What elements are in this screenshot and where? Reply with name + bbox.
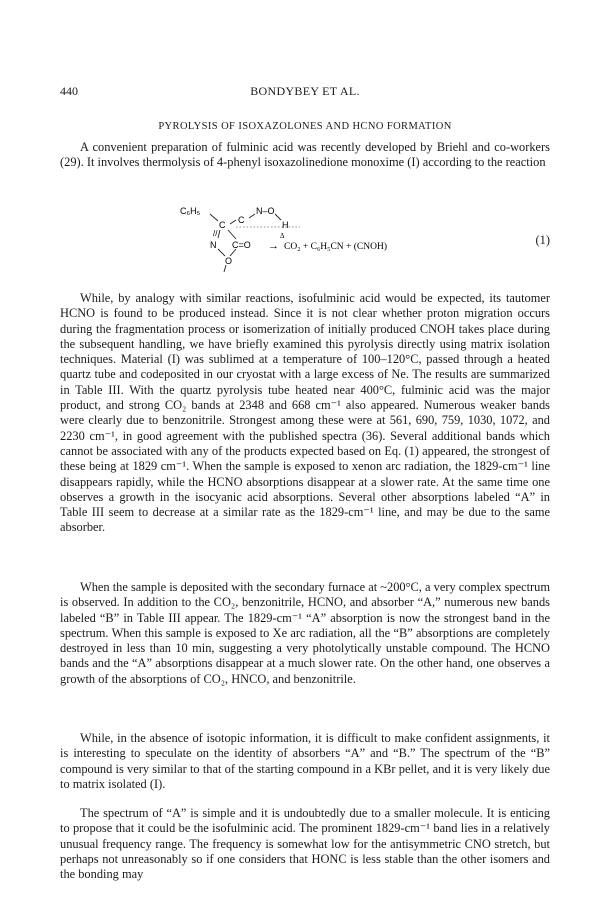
reaction-scheme [60,203,550,273]
label-c6h5: C₆H₅ [180,206,201,216]
page-number: 440 [60,84,78,98]
ring-bond-right [228,230,236,239]
bond-c-n [249,214,255,218]
equation-number: (1) [535,233,550,247]
label-n-o: N–O [256,206,275,216]
section-title: PYROLYSIS OF ISOXAZOLONES AND HCNO FORMATION [158,121,452,132]
reaction-products: CO₂ + C₆H₅CN + (CNOH) [284,242,387,252]
label-c-ring: C [238,215,245,225]
paragraph-4: While, in the absence of isotopic information, it is difficult to make confident assignments, it is interesting to speculate on the identity of absorbers “A” and “B.” The spectrum of the “B” compound is very similar to that of the starting compound in a KBr pellet, and it is very likely due to matrix isolated (I). [60,731,550,791]
label-double-bond: // [213,229,218,238]
bond-o-h [275,214,281,220]
bond-phenyl [210,214,218,221]
label-n-left: N [210,240,217,250]
ring-bond-c-o [230,249,236,256]
reaction-arrow: → [268,240,279,252]
ring-bond-n-o [218,249,225,256]
bond-o-tail [224,265,226,272]
label-o-bottom: O [225,256,233,266]
reaction-structure [60,203,550,273]
ring-bond-left [218,230,220,238]
running-head: BONDYBEY ET AL. [250,84,360,98]
label-h: H [282,220,289,230]
paragraph-3: When the sample is deposited with the secondary furnace at ~200°C, a very complex spectrum is observed. In addition to the CO₂, benzonitrile, HCNO, and absorber “A,” numerous new bands labeled “B” in Table III appear. The 1829-cm⁻¹ “A” absorption is now the strongest band in the spectrum. When this sample is exposed to Xe arc radiation, all the “B” absorptions are completely destroyed in less than 10 min, suggesting a very photolytically unstable compound. The HCNO bands and the “A” absorptions disappear at a much slower rate. On the other hand, one observes a growth of the absorptions of CO₂, HNCO, and benzonitrile. [60,580,550,686]
bond-c-c [230,220,236,224]
label-c-eq-o: C=O [232,240,251,250]
paragraph-5: The spectrum of “A” is simple and it is undoubtedly due to a smaller molecule. It is enticing to propose that it could be the isofulminic acid. The prominent 1829-cm⁻¹ band lies in a relatively unusual frequency range. The frequency is somewhat low for the antisymmetric CNO stretch, but perhaps not unreasonably so if one considers that HONC is less stable than the other isomers and the bonding may [60,806,550,882]
label-c-top: C [219,220,226,230]
label-delta: Δ [280,232,285,240]
paragraph-1: A convenient preparation of fulminic acid was recently developed by Briehl and co-workers (29). It involves thermolysis of 4-phenyl isoxazolinedione monoxime (I) according to the reaction [60,140,550,170]
paragraph-2: While, by analogy with similar reactions, isofulminic acid would be expected, its tautomer HCNO is found to be produced instead. Since it is not clear whether proton migration occurs during the fragmentation process or isomerization of initially produced CNOH takes place during the subsequent handling, we have briefly examined this pyrolysis directly using matrix isolation techniques. Material (I) was sublimed at a temperature of 100–120°C, passed through a heated quartz tube and codeposited in our cryostat with a large excess of Ne. The results are summarized in Table III. With the quartz pyrolysis tube heated near 400°C, fulminic acid was the major product, and strong CO₂ bands at 2348 and 668 cm⁻¹ also appeared. Numerous weaker bands were clearly due to benzonitrile. Strongest among these were at 561, 690, 759, 1030, 1072, and 2230 cm⁻¹, in good agreement with the published spectra (36). Several additional bands which cannot be associated with any of the products expected based on Eq. (1) appeared, the strongest of these being at 1829 cm⁻¹. When the sample is exposed to xenon arc radiation, the 1829-cm⁻¹ line disappears rapidly, while the HCNO absorptions disappear at a slower rate. At the same time one observes a growth in the isocyanic acid absorptions. Several other absorptions labeled “A” in Table III seem to decrease at a similar rate as the 1829-cm⁻¹ line, and may be due to the same absorber. [60,291,550,535]
page-header [60,84,550,102]
